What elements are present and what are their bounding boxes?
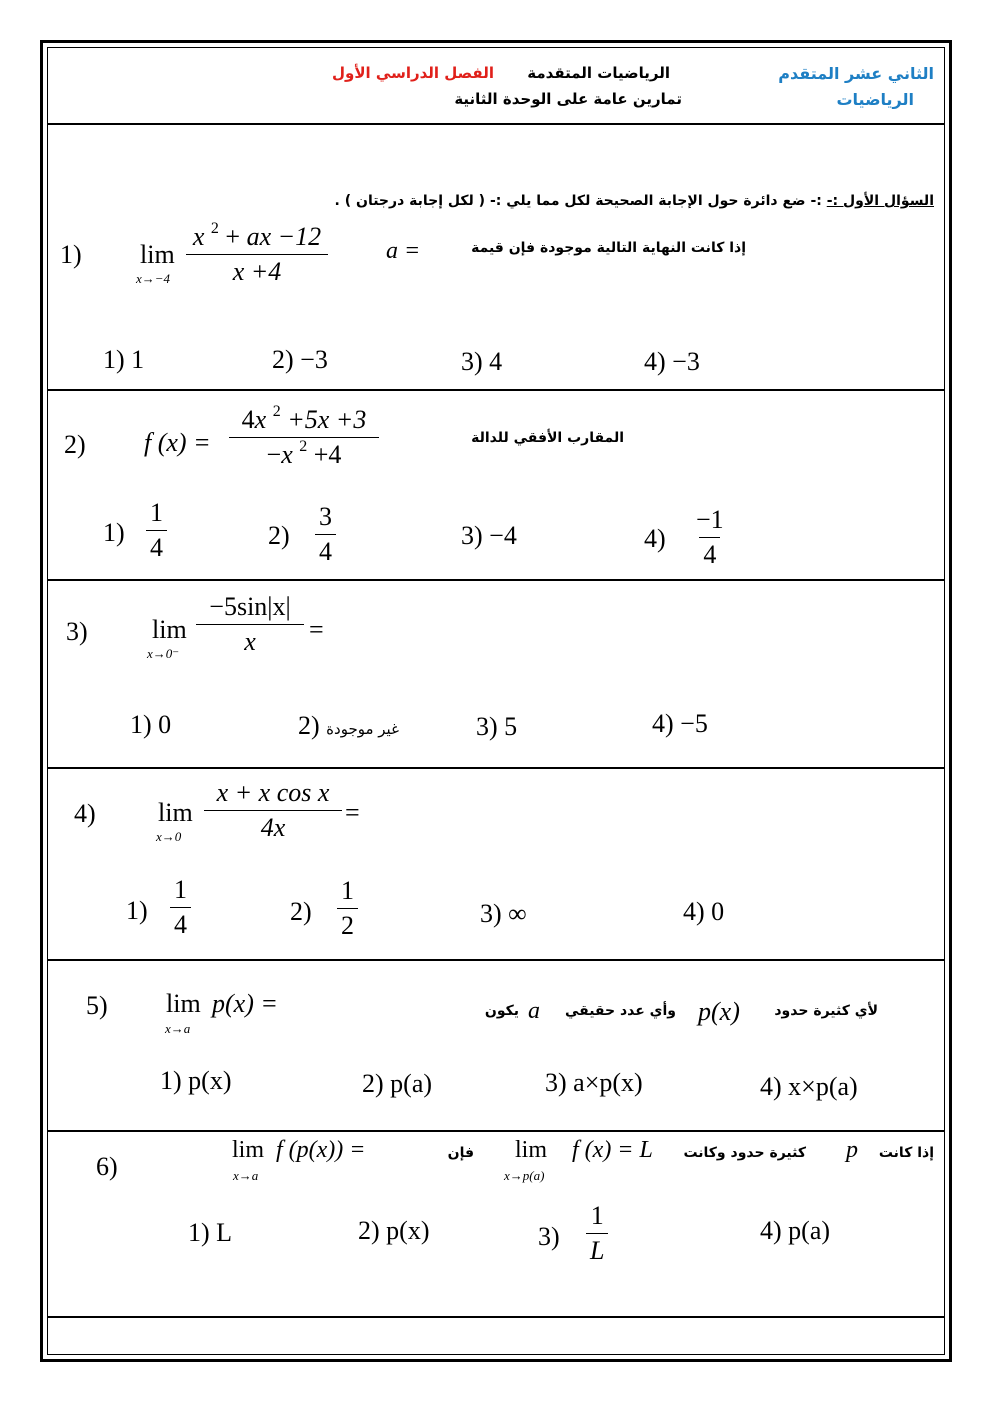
option-2-fraction[interactable] [315,502,336,567]
option-1-den: 4 [170,907,191,940]
fraction: $\frac{4x ^2 +5x +3}{-x ^2 +4}$ [229,405,379,470]
question-prompt-b: وأي عدد حقيقي [564,1003,676,1019]
option-4-num: −1 [696,505,724,534]
limit-expression-2: f (p(x)) = [276,1137,366,1163]
option-1-den: 4 [146,530,167,563]
option-4[interactable]: 4) p(a) [760,1216,831,1245]
question-prompt-c: يكون [484,1003,519,1019]
fraction [196,592,304,657]
question-prompt-a: إذا كانت [878,1145,934,1161]
question-number: 1) [60,240,82,269]
numerator: x + x cos x [216,778,330,807]
limit-expression-1: f (x) = L [572,1137,653,1163]
question-number: 3) [66,617,88,646]
header-grade: الثاني عشر المتقدم [778,64,934,83]
option-4[interactable]: 4) x×p(a) [760,1072,858,1101]
option-2-den: 4 [315,534,336,567]
lim-subscript: x→0⁻ [147,646,180,661]
numerator: ax −12 [246,222,322,251]
option-1-num: 1 [174,875,187,904]
header-divider [47,123,945,125]
variable-p: p(x) [698,997,740,1026]
option-4[interactable]: 4) −3 [644,347,700,376]
question-number: 5) [86,991,108,1020]
variable-a: a [528,998,540,1024]
option-1-fraction[interactable] [146,498,167,563]
option-1-num: 1 [150,498,163,527]
equals-sign: = [345,798,360,827]
option-3-den: L [586,1233,608,1266]
question-divider [47,1130,945,1132]
option-2[interactable]: 2) p(x) [358,1216,430,1245]
option-3-label[interactable]: 3) [538,1222,560,1251]
question-divider [47,389,945,391]
option-3-fraction[interactable] [586,1201,608,1266]
option-4-den: 4 [699,537,720,570]
question-divider [47,579,945,581]
option-2-den: 2 [337,908,358,941]
section-instruction [335,193,934,209]
question-divider [47,959,945,961]
denominator: x [196,624,304,657]
header-term: الفصل الدراسي الأول [332,64,494,82]
option-4-label[interactable]: 4) [644,524,666,553]
fraction [204,778,342,843]
lim-subscript: x→0 [156,829,182,844]
question-divider [47,767,945,769]
question-prompt: إذا كانت النهاية التالية موجودة فإن قيمة [471,240,746,256]
question-prompt-b: كثيرة حدود وكانت [683,1145,806,1161]
option-2-text: غير موجودة [326,720,399,738]
question-prompt: المقارب الأفقي للدالة [471,430,624,446]
lim-operator-1: lim [515,1137,548,1163]
option-3[interactable]: 3) ∞ [480,899,527,928]
lim-operator: lim [166,989,201,1018]
numerator: +5x +3 [287,405,367,434]
question-prompt-a: لأي كثيرة حدود [774,1003,878,1019]
header-course: الرياضيات المتقدمة [527,64,670,82]
header-subject: الرياضيات [836,90,914,109]
option-2-label[interactable]: 2) [290,897,312,926]
option-1-label[interactable]: 1) [103,518,125,547]
section-label: السؤال الأول :- [826,193,934,209]
lim-operator-2: lim [232,1137,265,1163]
denominator: x +4 [232,257,282,286]
option-3[interactable]: 3) 5 [476,712,518,741]
equation-rhs: a = [386,238,421,264]
option-3-num: 1 [590,1201,604,1230]
lim-subscript: x→a [165,1021,191,1036]
limit-expression: p(x) = [212,989,278,1018]
lim-subscript: x→−4 [136,271,171,286]
option-3[interactable]: 3) a×p(x) [545,1068,643,1097]
section-text: :- ضع دائرة حول الإجابة الصحيحة لكل مما يلي :- ( لكل إجابة درجتان ) . [334,193,822,209]
lim-operator: lim [158,798,193,827]
lim-subscript-1: x→p(a) [504,1168,545,1183]
question-prompt-c: فإن [447,1145,474,1161]
option-2[interactable]: 2) −3 [272,345,328,374]
bottom-divider [47,1316,945,1318]
question-number: 4) [74,799,96,828]
option-4[interactable]: 4) 0 [683,897,725,926]
numerator: −5sin|x| [209,592,291,621]
option-2-label[interactable]: 2) [268,521,290,550]
option-4[interactable]: 4) −5 [652,709,708,738]
option-2-fraction[interactable] [337,876,358,941]
header-title: تمارين عامة على الوحدة الثانية [454,90,682,108]
question-number: 6) [96,1152,118,1181]
option-2[interactable]: 2) p(a) [362,1069,433,1098]
variable-p: p [846,1137,858,1163]
denominator: +4 [313,440,342,469]
lim-subscript-2: x→a [233,1168,259,1183]
option-3[interactable]: 3) −4 [461,521,517,550]
option-1-fraction[interactable] [170,875,191,940]
function-lhs: f (x) = [144,428,211,457]
option-2-num: 1 [341,876,354,905]
lim-operator: lim [152,615,187,644]
denominator: 4x [204,810,342,843]
option-1-label[interactable]: 1) [126,896,148,925]
option-1[interactable]: 1) 1 [103,345,145,374]
option-3[interactable]: 3) 4 [461,347,503,376]
option-2-num: 3 [319,502,332,531]
option-1[interactable]: 1) p(x) [160,1066,232,1095]
lim-operator: lim [140,240,175,269]
option-4-fraction[interactable] [692,505,728,570]
option-1[interactable]: 1) 0 [130,710,172,739]
option-2-number: 2) [298,711,320,740]
equals-sign: = [309,615,324,644]
option-1[interactable]: 1) L [188,1218,233,1247]
question-number: 2) [64,430,86,459]
option-2-label[interactable] [298,711,399,741]
fraction: $\frac{x ^2 + ax -12}{x +4}$ [186,222,328,287]
